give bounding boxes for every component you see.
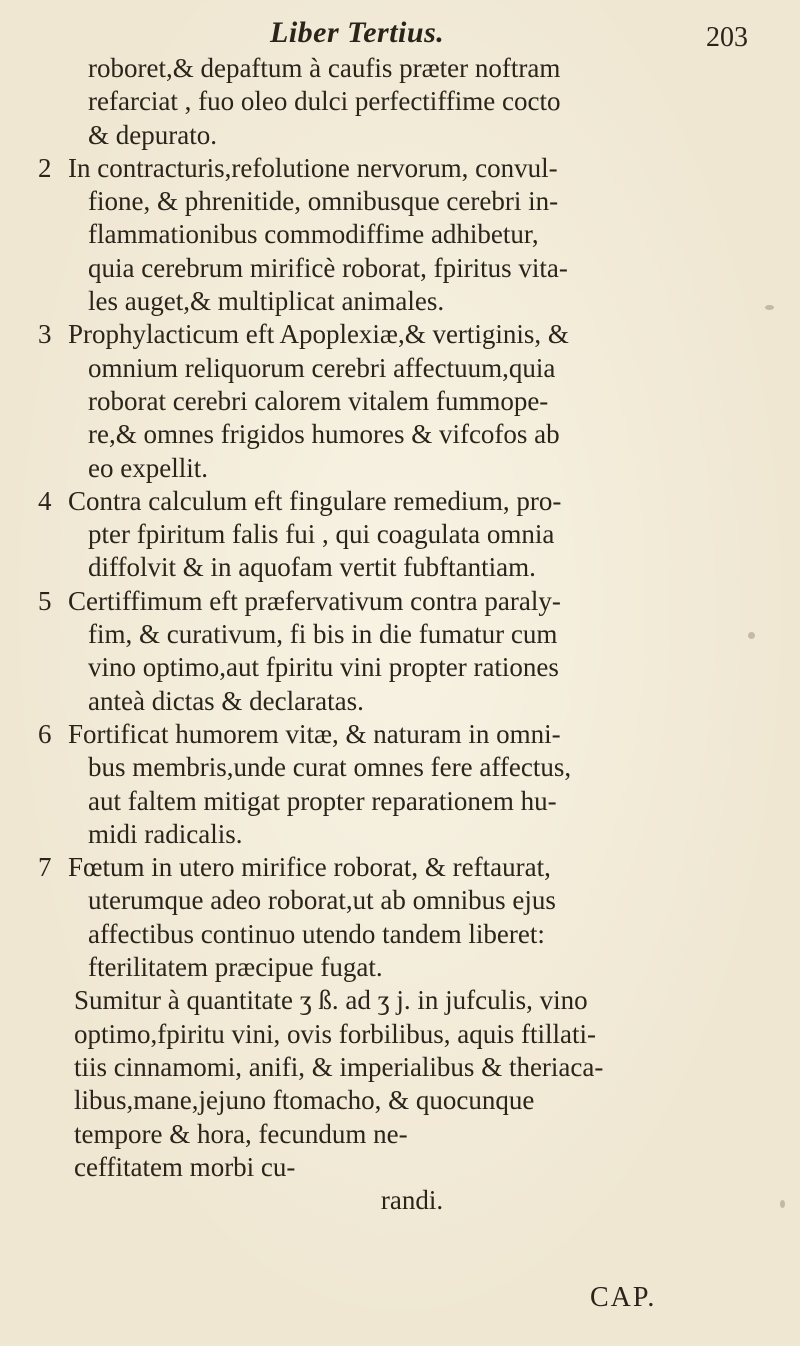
line-text: Fortificat humorem vitæ, & naturam in omni- bbox=[68, 718, 561, 749]
page-number: 203 bbox=[706, 22, 748, 53]
text-line bbox=[38, 85, 756, 118]
text-line bbox=[38, 418, 756, 451]
line-text: flammationibus commodiffime adhibetur, bbox=[88, 219, 539, 250]
text-line bbox=[38, 452, 756, 485]
text-line bbox=[38, 1018, 756, 1051]
line-text: roborat cerebri calorem vitalem fummope- bbox=[88, 385, 549, 416]
line-text: quia cerebrum mirificè roborat, fpiritus vita- bbox=[88, 252, 568, 283]
text-line bbox=[38, 1151, 756, 1184]
text-line bbox=[38, 119, 756, 152]
line-text: In contracturis,refolutione nervorum, convul- bbox=[68, 152, 558, 183]
line-text: anteà dictas & declaratas. bbox=[88, 685, 364, 716]
ink-speck bbox=[748, 632, 755, 639]
line-text: diffolvit & in aquofam vertit fubftantiam. bbox=[88, 552, 536, 583]
line-text: libus,mane,jejuno ftomacho, & quocunque bbox=[74, 1085, 535, 1116]
item-number: 4 bbox=[38, 485, 52, 516]
ink-speck bbox=[780, 1200, 785, 1208]
line-text: refarciat , fuo oleo dulci perfectiffime coctο bbox=[88, 86, 561, 117]
line-text: fione, & phrenitide, omnibusque cerebri in- bbox=[88, 186, 559, 217]
text-line bbox=[38, 585, 756, 618]
line-text: omnium reliquorum cerebri affectuum,quia bbox=[88, 352, 556, 383]
text-line bbox=[38, 352, 756, 385]
text-line bbox=[38, 951, 756, 984]
text-line bbox=[38, 884, 756, 917]
line-text: Certiffimum eft præfervativum contra paraly- bbox=[68, 585, 561, 616]
line-text: affectibus continuo utendo tandem liberet: bbox=[88, 918, 545, 949]
text-line bbox=[38, 785, 756, 818]
body-text bbox=[38, 52, 756, 1217]
text-line bbox=[38, 984, 756, 1017]
text-line bbox=[38, 818, 756, 851]
line-text: Sumitur à quantitate ʒ ß. ad ʒ j. in jufculis, vino bbox=[74, 985, 588, 1016]
line-text: aut faltem mitigat propter reparationem hu- bbox=[88, 785, 557, 816]
text-line bbox=[38, 252, 756, 285]
line-text: uterumque adeo roborat,ut ab omnibus ejus bbox=[88, 885, 556, 916]
text-line bbox=[38, 518, 756, 551]
text-line bbox=[38, 718, 756, 751]
text-line bbox=[38, 185, 756, 218]
text-line bbox=[38, 751, 756, 784]
text-line bbox=[38, 485, 756, 518]
text-line bbox=[38, 1051, 756, 1084]
line-text: fterilitatem præcipue fugat. bbox=[88, 952, 383, 983]
item-number: 5 bbox=[38, 585, 52, 616]
text-line bbox=[38, 918, 756, 951]
text-line bbox=[38, 1084, 756, 1117]
text-line bbox=[38, 685, 756, 718]
line-text: & depurato. bbox=[88, 119, 217, 150]
final-line: randi. bbox=[380, 1185, 444, 1216]
ink-speck bbox=[765, 305, 774, 310]
line-text: les auget,& multiplicat animales. bbox=[88, 286, 445, 317]
text-line bbox=[38, 285, 756, 318]
line-text: tempore & hora, fecundum ne- bbox=[74, 1118, 408, 1149]
line-text: Fœtum in utero mirifice roborat, & reftaurat, bbox=[68, 852, 551, 883]
text-line bbox=[38, 318, 756, 351]
text-line bbox=[38, 52, 756, 85]
line-text: Prophylacticum eft Apoplexiæ,& vertiginis, & bbox=[68, 319, 569, 350]
item-number: 3 bbox=[38, 319, 52, 350]
item-number: 2 bbox=[38, 152, 52, 183]
running-title: Liber Tertius. bbox=[270, 16, 445, 49]
text-line bbox=[38, 218, 756, 251]
text-line bbox=[38, 851, 756, 884]
text-line bbox=[38, 618, 756, 651]
item-number: 6 bbox=[38, 718, 52, 749]
text-line bbox=[38, 651, 756, 684]
catchword: CAP. bbox=[590, 1282, 657, 1313]
line-text: tiis cinnamomi, anifi, & imperialibus & theriaca- bbox=[74, 1051, 604, 1082]
line-text: fim, & curativum, fi bis in die fumatur cum bbox=[88, 619, 558, 650]
text-line bbox=[38, 152, 756, 185]
line-text: ceffitatem morbi cu- bbox=[74, 1151, 296, 1182]
line-text: vino optimo,aut fpiritu vini propter rationes bbox=[88, 652, 559, 683]
item-number: 7 bbox=[38, 852, 52, 883]
line-text: re,& omnes frigidos humores & vifcofos ab bbox=[88, 419, 560, 450]
line-text: optimo,fpiritu vini, ovis forbilibus, aquis ftillati- bbox=[74, 1018, 596, 1049]
page-header bbox=[38, 8, 756, 52]
text-line bbox=[38, 551, 756, 584]
line-text: midi radicalis. bbox=[88, 818, 243, 849]
line-text: eo expellit. bbox=[88, 452, 208, 483]
text-line bbox=[38, 385, 756, 418]
line-text: bus membris,unde curat omnes fere affectus, bbox=[88, 752, 572, 783]
line-text: Contra calculum eft fingulare remedium, pro- bbox=[68, 485, 562, 516]
line-text: roboret,& depaftum à caufis præter noftram bbox=[88, 53, 561, 83]
line-text: pter fpiritum falis fui , qui coagulata omnia bbox=[88, 519, 555, 550]
text-line bbox=[38, 1118, 756, 1151]
